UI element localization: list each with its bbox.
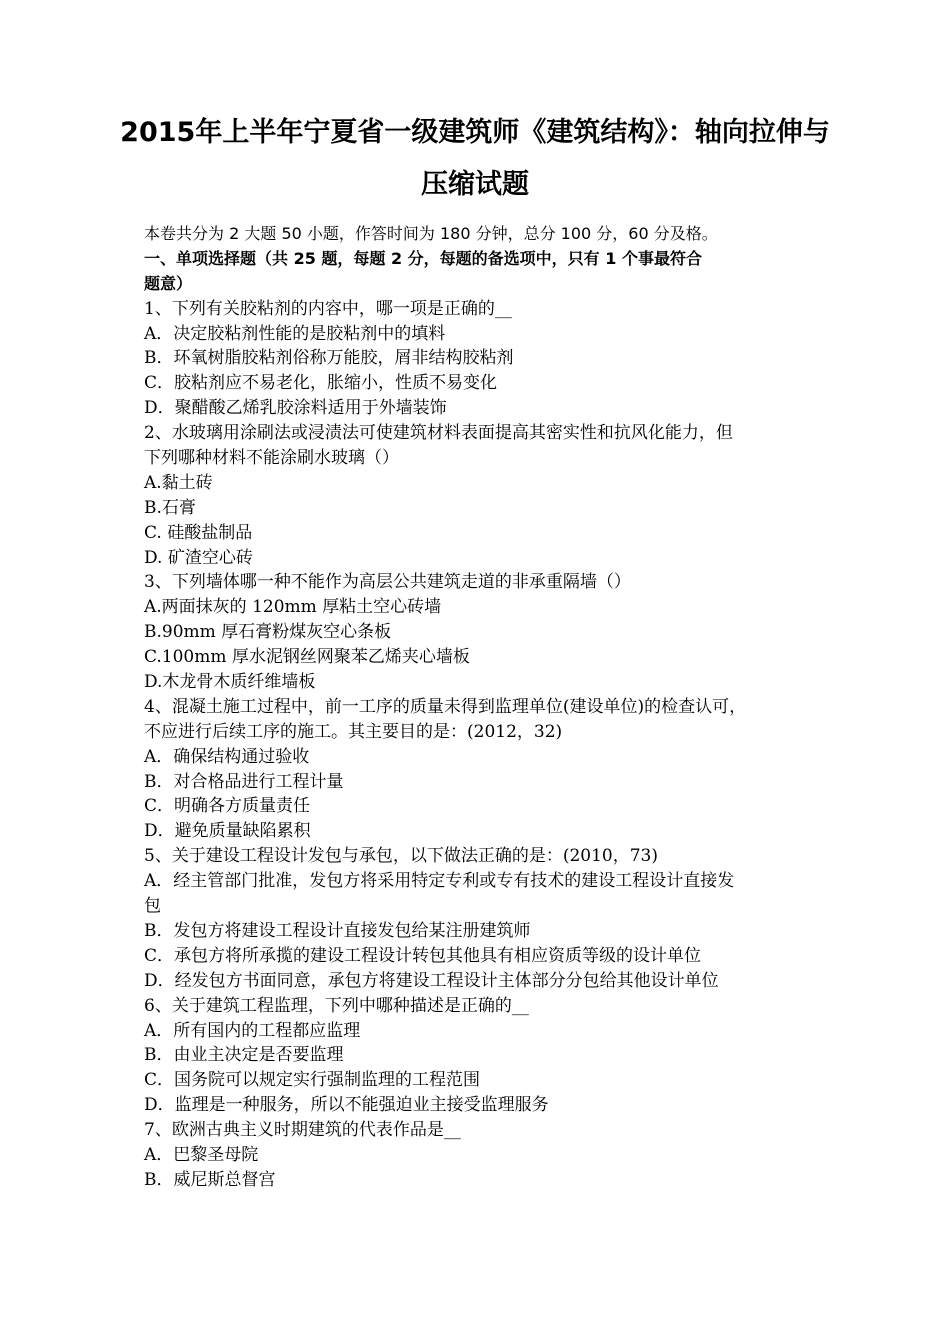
question-item <box>144 844 812 993</box>
answer-option: A．经主管部门批准，发包方将采用特定专利或专有技术的建设工程设计直接发 <box>144 871 735 892</box>
section-heading-line-2: 题意） <box>144 273 193 293</box>
question-stem: 2、水玻璃用涂刷法或浸渍法可使建筑材料表面提高其密实性和抗风化能力，但 <box>144 423 733 444</box>
question-stem: 6、关于建筑工程监理，下列中哪种描述是正确的__ <box>144 995 529 1016</box>
answer-option: C．明确各方质量责任 <box>144 796 311 817</box>
answer-option: 包 <box>144 896 161 917</box>
answer-option: D．避免质量缺陷累积 <box>144 821 311 842</box>
answer-option: B．威尼斯总督宫 <box>144 1169 276 1190</box>
answer-option: D. 矿渣空心砖 <box>144 547 253 568</box>
answer-option: C. 硅酸盐制品 <box>144 522 253 543</box>
answer-option: A.黏土砖 <box>144 472 213 493</box>
question-stem: 3、下列墙体哪一种不能作为高层公共建筑走道的非承重隔墙（） <box>144 572 631 593</box>
question-stem: 5、关于建设工程设计发包与承包，以下做法正确的是：(2010，73) <box>144 846 658 867</box>
answer-option: A．确保结构通过验收 <box>144 746 310 767</box>
answer-option: B．环氧树脂胶粘剂俗称万能胶，屑非结构胶粘剂 <box>144 348 514 369</box>
answer-option: B．对合格品进行工程计量 <box>144 771 344 792</box>
question-item <box>144 695 812 844</box>
page-title-line-2: 压缩试题 <box>421 169 529 200</box>
question-item <box>144 421 812 570</box>
answer-option: B.石膏 <box>144 497 196 518</box>
answer-option: A．决定胶粘剂性能的是胶粘剂中的填料 <box>144 323 446 344</box>
question-item <box>144 570 812 694</box>
answer-option: B.90mm 厚石膏粉煤灰空心条板 <box>144 622 392 643</box>
question-list <box>144 297 812 1193</box>
answer-option: C．国务院可以规定实行强制监理的工程范围 <box>144 1070 481 1091</box>
answer-option: A．巴黎圣母院 <box>144 1144 259 1165</box>
question-item <box>144 994 812 1118</box>
question-stem: 4、混凝土施工过程中，前一工序的质量未得到监理单位(建设单位)的检查认可， <box>144 696 747 717</box>
question-item <box>144 297 812 421</box>
answer-option: D．聚醋酸乙烯乳胶涂料适用于外墙装饰 <box>144 398 447 419</box>
answer-option: A.两面抹灰的 120mm 厚粘土空心砖墙 <box>144 597 442 618</box>
question-item <box>144 1118 812 1193</box>
answer-option: D．监理是一种服务，所以不能强迫业主接受监理服务 <box>144 1095 549 1116</box>
answer-option: C．承包方将所承揽的建设工程设计转包其他具有相应资质等级的设计单位 <box>144 945 702 966</box>
page-title-line-1: 2015年上半年宁夏省一级建筑师《建筑结构》：轴向拉伸与 <box>120 117 830 148</box>
question-stem: 1、下列有关胶粘剂的内容中，哪一项是正确的__ <box>144 298 512 319</box>
answer-option: C．胶粘剂应不易老化，胀缩小，性质不易变化 <box>144 373 498 394</box>
question-stem: 7、欧洲古典主义时期建筑的代表作品是__ <box>144 1120 461 1141</box>
answer-option: D.木龙骨木质纤维墙板 <box>144 672 316 693</box>
answer-option: B．由业主决定是否要监理 <box>144 1045 344 1066</box>
answer-option: C.100mm 厚水泥钢丝网聚苯乙烯夹心墙板 <box>144 647 470 668</box>
document-body <box>144 222 812 1193</box>
answer-option: B．发包方将建设工程设计直接发包给某注册建筑师 <box>144 920 531 941</box>
section-heading-line-1: 一、单项选择题（共 25 题，每题 2 分，每题的备选项中，只有 1 个事最符合 <box>144 248 702 268</box>
exam-intro: 本卷共分为 2 大题 50 小题，作答时间为 180 分钟，总分 100 分，60 分及格。 <box>144 224 718 243</box>
answer-option: A．所有国内的工程都应监理 <box>144 1020 361 1041</box>
question-stem: 不应进行后续工序的施工。其主要目的是：(2012，32) <box>144 721 563 742</box>
question-stem: 下列哪种材料不能涂刷水玻璃（） <box>144 448 399 469</box>
answer-option: D．经发包方书面同意，承包方将建设工程设计主体部分分包给其他设计单位 <box>144 970 719 991</box>
